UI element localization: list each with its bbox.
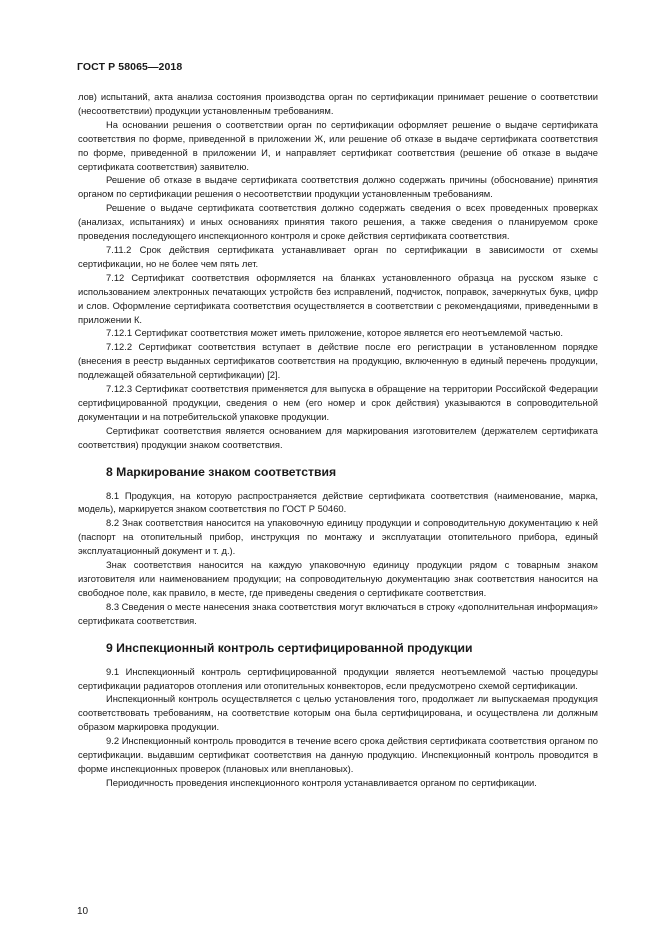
spacer bbox=[78, 628, 598, 640]
paragraph: Знак соответствия наносится на каждую упаковочную единицу продукции рядом с товарным знаком изготовителя или наименованием продукции; на сопроводительную документацию знак соответствия наносится на свободное поле, как правило, в месте, где приведены сведения о сертификате соответствия. bbox=[78, 559, 598, 598]
paragraph: 8.3 Сведения о месте нанесения знака соответствия могут включаться в строку «дополнительная информация» сертификата соответствия. bbox=[78, 600, 598, 626]
paragraph: 7.12 Сертификат соответствия оформляется на бланках установленного образца на русском языке с использованием электронных печатающих устройств без исправлений, подчисток, поправок, зачеркнутых букв, цифр и слов. Оформление сертификата соответствия осуществляется в соответствии с рекомендациями, приведенными в приложении К. bbox=[78, 271, 598, 325]
paragraph: Инспекционный контроль осуществляется с целью установления того, продолжает ли выпускаемая продукция соответствовать требованиям, на соответствие которым она была сертифицирована, и осуществлена ли должным образом маркировка продукции. bbox=[78, 693, 598, 733]
paragraph: 9.1 Инспекционный контроль сертифицированной продукции является неотъемлемой частью процедуры сертификации радиаторов отопления или отопительных конвекторов, если предусмотрено схемой сертификации. bbox=[78, 665, 598, 691]
paragraph: Решение о выдаче сертификата соответствия должно содержать сведения о всех проведенных проверках (анализах, испытаниях) и иных основаниях принятия такого решения, а также сведения о планируемом сроке проведения последующего инспекционного контроля и сроке действия сертификата соответствия. bbox=[78, 202, 598, 242]
paragraph: 7.12.1 Сертификат соответствия может иметь приложение, которое является его неотъемлемой частью. bbox=[106, 327, 563, 339]
section-heading-8: 8 Маркирование знаком соответствия bbox=[106, 464, 337, 479]
paragraph: Сертификат соответствия является основанием для маркирования изготовителем (держателем сертификата соответствия) продукции знаком соответствия. bbox=[78, 424, 598, 450]
paragraph: лов) испытаний, акта анализа состояния производства орган по сертификации принимает решение о соответствии (несоответствии) продукции установленным требованиям. bbox=[78, 91, 598, 116]
spacer bbox=[78, 656, 598, 665]
paragraph: 7.12.2 Сертификат соответствия вступает в действие после его регистрации в установленном порядке (внесения в реестр выданных сертификатов соответствия на продукцию, включенную в единый перечень продукции, подлежащей обязательной сертификации) [2]. bbox=[78, 341, 598, 381]
paragraph: 7.12.3 Сертификат соответствия применяется для выпуска в обращение на территории Российской Федерации сертифицированной продукции, сведения о нем (его номер и срок действия) указываются в сопроводительной документации и на потребительской упаковке продукции. bbox=[78, 383, 598, 422]
spacer bbox=[78, 480, 598, 489]
spacer bbox=[78, 452, 598, 464]
section-heading-9: 9 Инспекционный контроль сертифицированной продукции bbox=[106, 640, 473, 655]
paragraph: 8.2 Знак соответствия наносится на упаковочную единицу продукции и сопроводительную документацию к ней (паспорт на отопительный прибор, инструкция по монтажу и эксплуатации отопительного прибора, единый эксплуатационный документ и т. д.). bbox=[78, 517, 598, 557]
document-header: ГОСТ Р 58065—2018 bbox=[77, 61, 183, 73]
page-number: 10 bbox=[77, 906, 89, 917]
paragraph: 8.1 Продукция, на которую распространяется действие сертификата соответствия (наименование, марка, модель), маркируется знаком соответствия по ГОСТ Р 50460. bbox=[78, 489, 598, 515]
paragraph: 9.2 Инспекционный контроль проводится в течение всего срока действия сертификата соответствия органом по сертификации. выдавшим сертификат соответствия на данную продукцию. Инспекционный контроль проводится в форме инспекционных проверок (плановых или внеплановых). bbox=[78, 735, 598, 774]
paragraph: На основании решения о соответствии орган по сертификации оформляет решение о выдаче сертификата соответствия по форме, приведенной в приложении Ж, или решение об отказе в выдаче сертификата соответствия по форме, приведенной в приложении И, и направляет сертификат соответствия (решение об отказе в выдаче сертификата соответствия) заявителю. bbox=[78, 118, 598, 172]
paragraph: Периодичность проведения инспекционного контроля устанавливается органом по сертификации. bbox=[106, 776, 537, 788]
paragraph: 7.11.2 Срок действия сертификата устанавливает орган по сертификации в зависимости от схемы сертификации, но не более чем пять лет. bbox=[78, 243, 598, 269]
paragraph: Решение об отказе в выдаче сертификата соответствия должно содержать причины (обоснование) принятия органом по сертификации решения о несоответствии продукции установленным требованиям. bbox=[78, 174, 598, 200]
document-body bbox=[78, 90, 598, 790]
